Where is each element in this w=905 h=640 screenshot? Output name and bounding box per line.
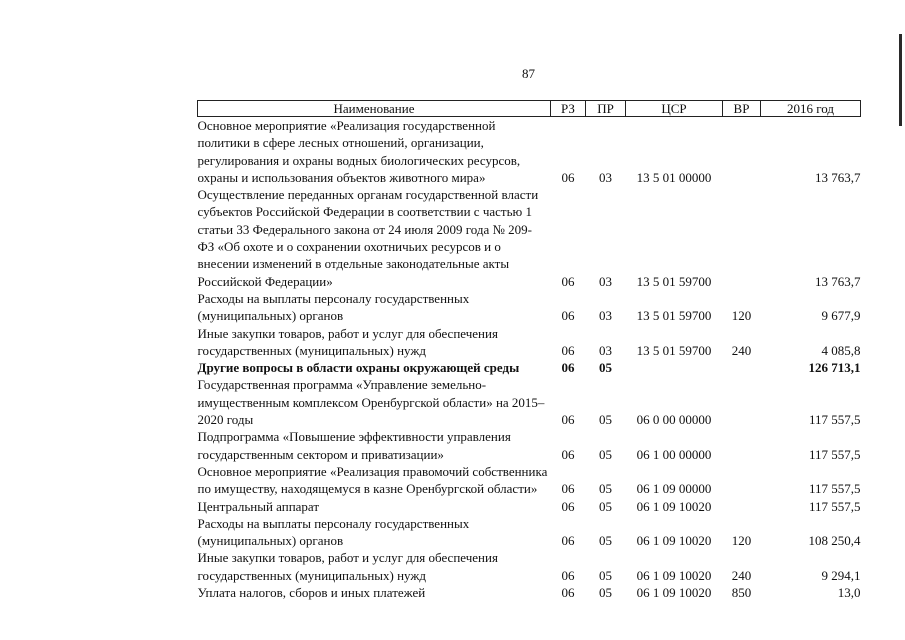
table-row (198, 376, 861, 428)
row-name-line: регулирования и охраны водных биологических ресурсов, (197, 152, 521, 168)
row-amount: 117 557,5 (808, 412, 861, 428)
row-amount: 117 557,5 (808, 481, 861, 497)
row-name-line: Основное мероприятие «Реализация правомочий собственника (197, 463, 548, 479)
table-body (198, 117, 861, 602)
row-amount: 4 085,8 (821, 342, 861, 358)
row-rz: 06 (561, 498, 575, 514)
row-name-line: Расходы на выплаты персоналу государственных (197, 515, 470, 531)
table-row (198, 359, 861, 376)
row-rz: 06 (561, 533, 575, 549)
row-name (198, 186, 551, 290)
row-name (198, 376, 551, 428)
table-row (198, 463, 861, 498)
table-row (198, 515, 861, 550)
row-vr (723, 186, 761, 290)
row-rz: 06 (561, 446, 575, 462)
row-name-line: ФЗ «Об охоте и о сохранении охотничьих ресурсов и о (197, 239, 501, 255)
row-name-line: Иные закупки товаров, работ и услуг для обеспечения (197, 325, 498, 341)
row-pr: 05 (599, 412, 612, 428)
row-name-line: (муниципальных) органов (197, 533, 344, 549)
row-vr (723, 498, 761, 515)
header-name: Наименование (198, 101, 551, 117)
row-vr (723, 117, 761, 187)
row-name-line: государственных (муниципальных) нужд (197, 567, 426, 583)
row-name-line: Российской Федерации» (197, 273, 333, 289)
table-row (198, 549, 861, 584)
row-pr: 05 (599, 498, 612, 514)
row-csr: 06 1 09 10020 (636, 498, 712, 514)
row-name-line: Осуществление переданных органам государственной власти (197, 187, 539, 203)
row-amount: 126 713,1 (808, 360, 861, 376)
row-pr: 05 (599, 360, 612, 376)
row-csr: 06 1 00 00000 (636, 446, 712, 462)
row-vr: 850 (731, 585, 752, 601)
row-rz: 06 (561, 273, 575, 289)
row-name-line: политики в сфере лесных отношений, организации, (197, 135, 484, 151)
row-name (198, 359, 551, 376)
row-name-line: охраны и использования объектов животного мира» (197, 169, 486, 185)
row-csr: 06 1 09 10020 (636, 585, 712, 601)
row-name (198, 290, 551, 325)
table-row (198, 186, 861, 290)
row-csr: 06 0 00 00000 (636, 412, 712, 428)
table-row (198, 290, 861, 325)
row-rz: 06 (561, 308, 575, 324)
row-name-line: государственных (муниципальных) нужд (197, 342, 426, 358)
row-rz: 06 (561, 412, 575, 428)
row-amount: 13,0 (837, 585, 861, 601)
row-name (198, 463, 551, 498)
row-csr (626, 359, 723, 376)
table-row (198, 498, 861, 515)
row-amount: 9 677,9 (821, 308, 861, 324)
row-rz: 06 (561, 585, 575, 601)
header-csr: ЦСР (626, 101, 723, 117)
row-name (198, 325, 551, 360)
row-name (198, 117, 551, 187)
row-csr: 13 5 01 59700 (636, 342, 712, 358)
row-csr: 06 1 09 10020 (636, 533, 712, 549)
row-pr: 03 (599, 169, 612, 185)
row-pr: 05 (599, 533, 612, 549)
row-name-line: Другие вопросы в области охраны окружающей среды (197, 360, 520, 376)
table-row (198, 117, 861, 187)
row-csr: 06 1 09 10020 (636, 567, 712, 583)
row-amount: 108 250,4 (808, 533, 861, 549)
row-rz: 06 (561, 567, 575, 583)
row-pr: 03 (599, 273, 612, 289)
row-name-line: 2020 годы (197, 412, 254, 428)
row-csr: 13 5 01 59700 (636, 273, 712, 289)
row-rz: 06 (561, 360, 575, 376)
row-csr: 06 1 09 00000 (636, 481, 712, 497)
row-amount: 117 557,5 (808, 446, 861, 462)
row-amount: 117 557,5 (808, 498, 861, 514)
row-rz: 06 (561, 481, 575, 497)
row-name-line: имущественным комплексом Оренбургской области» на 2015– (197, 394, 545, 410)
row-name (198, 515, 551, 550)
row-pr: 05 (599, 585, 612, 601)
table-row (198, 428, 861, 463)
table-row (198, 584, 861, 601)
header-pr: ПР (586, 101, 626, 117)
table-row (198, 325, 861, 360)
row-name-line: Расходы на выплаты персоналу государственных (197, 290, 470, 306)
row-vr: 240 (731, 567, 752, 583)
row-rz: 06 (561, 169, 575, 185)
row-vr (723, 463, 761, 498)
scan-edge-line (899, 34, 902, 126)
row-rz: 06 (561, 342, 575, 358)
page-number: 87 (522, 66, 535, 81)
row-name-line: внесении изменений в отдельные законодательные акты (197, 256, 510, 272)
row-amount: 13 763,7 (815, 169, 861, 185)
row-name-line: статьи 33 Федерального закона от 24 июля 2009 года № 209- (197, 221, 532, 237)
row-vr: 120 (731, 533, 752, 549)
row-name-line: Основное мероприятие «Реализация государственной (197, 118, 496, 133)
row-vr (723, 376, 761, 428)
header-rz: РЗ (551, 101, 586, 117)
row-vr: 240 (731, 342, 752, 358)
row-amount: 13 763,7 (815, 273, 861, 289)
row-pr: 05 (599, 567, 612, 583)
row-name-line: по имуществу, находящемуся в казне Оренбургской области» (197, 481, 538, 497)
row-pr: 05 (599, 446, 612, 462)
row-name (198, 498, 551, 515)
row-name-line: (муниципальных) органов (197, 308, 344, 324)
row-name-line: Государственная программа «Управление земельно- (197, 377, 487, 393)
row-name-line: Уплата налогов, сборов и иных платежей (197, 585, 426, 601)
row-csr: 13 5 01 00000 (636, 169, 712, 185)
row-name-line: Иные закупки товаров, работ и услуг для обеспечения (197, 550, 498, 566)
row-pr: 05 (599, 481, 612, 497)
header-year: 2016 год (761, 101, 861, 117)
row-vr (723, 428, 761, 463)
row-name-line: государственным сектором и приватизации» (197, 446, 444, 462)
row-name-line: Подпрограмма «Повышение эффективности управления (197, 429, 511, 445)
row-vr: 120 (731, 308, 752, 324)
row-name (198, 428, 551, 463)
row-pr: 03 (599, 342, 612, 358)
row-name (198, 549, 551, 584)
row-amount: 9 294,1 (821, 567, 861, 583)
table-header-row (198, 101, 861, 117)
row-name-line: Центральный аппарат (197, 498, 320, 514)
header-vr: ВР (723, 101, 761, 117)
row-csr: 13 5 01 59700 (636, 308, 712, 324)
row-name (198, 584, 551, 601)
row-name-line: субъектов Российской Федерации в соответствии с частью 1 (197, 204, 532, 220)
budget-table (197, 100, 861, 601)
row-vr (723, 359, 761, 376)
row-pr: 03 (599, 308, 612, 324)
